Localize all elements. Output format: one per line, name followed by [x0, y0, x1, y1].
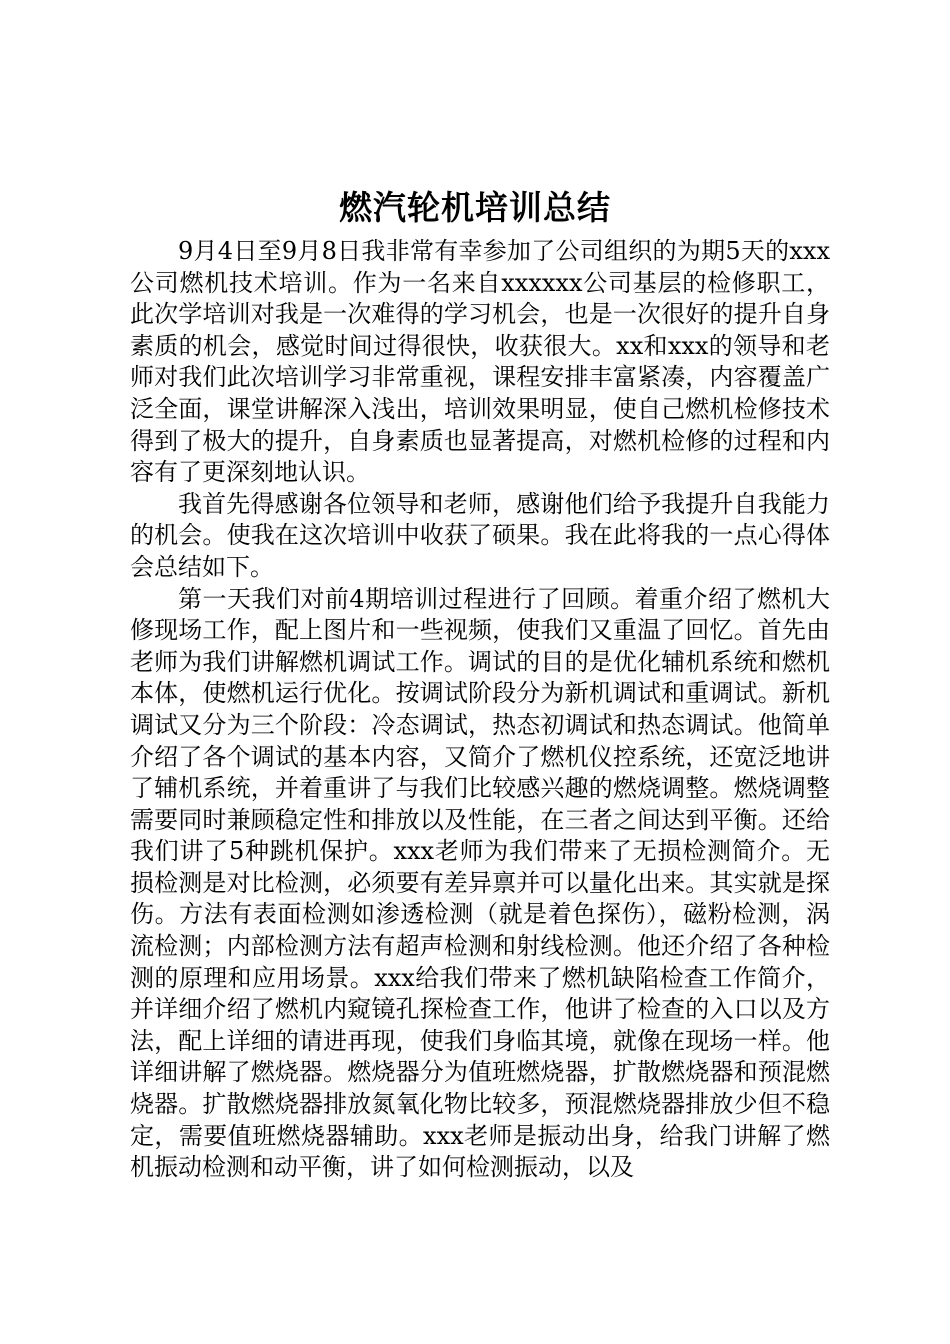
document-body	[130, 236, 830, 1184]
document-title: 燃汽轮机培训总结	[339, 188, 611, 227]
paragraph-1: 9月4日至9月8日我非常有幸参加了公司组织的为期5天的xxx公司燃机技术培训。作为一名来自xxxxxx公司基层的检修职工，此次学培训对我是一次难得的学习机会，也是一次很好的提升自身素质的机会，感觉时间过得很快，收获很大。xx和xxx的领导和老师对我们此次培训学习非常重视，课程安排丰富紧凑，内容覆盖广泛全面，课堂讲解深入浅出，培训效果明显，使自己燃机检修技术得到了极大的提升，自身素质也显著提高，对燃机检修的过程和内容有了更深刻地认识。	[130, 237, 830, 487]
paragraph-2: 我首先得感谢各位领导和老师，感谢他们给予我提升自我能力的机会。使我在这次培训中收获了硕果。我在此将我的一点心得体会总结如下。	[130, 489, 830, 581]
paragraph-3: 第一天我们对前4期培训过程进行了回顾。着重介绍了燃机大修现场工作，配上图片和一些视频，使我们又重温了回忆。首先由老师为我们讲解燃机调试工作。调试的目的是优化辅机系统和燃机本体，使燃机运行优化。按调试阶段分为新机调试和重调试。新机调试又分为三个阶段：冷态调试，热态初调试和热态调试。他简单介绍了各个调试的基本内容，又简介了燃机仪控系统，还宽泛地讲了辅机系统，并着重讲了与我们比较感兴趣的燃烧调整。燃烧调整需要同时兼顾稳定性和排放以及性能，在三者之间达到平衡。还给我们讲了5种跳机保护。xxx老师为我们带来了无损检测简介。无损检测是对比检测，必须要有差异禀并可以量化出来。其实就是探伤。方法有表面检测如渗透检测（就是着色探伤），磁粉检测，涡流检测；内部检测方法有超声检测和射线检测。他还介绍了各种检测的原理和应用场景。xxx给我们带来了燃机缺陷检查工作简介，并详细介绍了燃机内窥镜孔探检查工作，他讲了检查的入口以及方法，配上详细的请进再现，使我们身临其境，就像在现场一样。他详细讲解了燃烧器。燃烧器分为值班燃烧器，扩散燃烧器和预混燃烧器。扩散燃烧器排放氮氧化物比较多，预混燃烧器排放少但不稳定，需要值班燃烧器辅助。xxx老师是振动出身，给我门讲解了燃机振动检测和动平衡，讲了如何检测振动，以及	[130, 584, 830, 1182]
